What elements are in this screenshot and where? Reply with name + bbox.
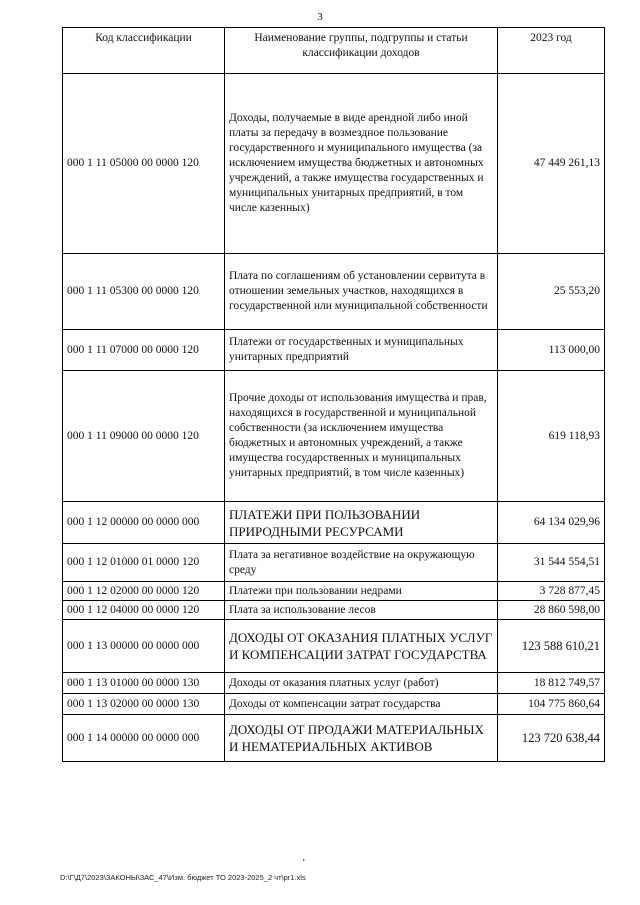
table-row <box>63 330 605 371</box>
row-amount: 18 812 749,57 <box>498 673 605 694</box>
row-code: 000 1 11 05000 00 0000 120 <box>63 74 225 254</box>
row-name: Плата по соглашениям об установлении сервитута в отношении земельных участков, находящихся в государственной или муниципальной собственности <box>225 254 498 330</box>
table-row <box>63 673 605 694</box>
row-code: 000 1 12 02000 00 0000 120 <box>63 582 225 601</box>
row-code: 000 1 12 00000 00 0000 000 <box>63 502 225 544</box>
table-row-section <box>63 502 605 544</box>
header-amount: 2023 год <box>498 28 605 74</box>
row-name: ДОХОДЫ ОТ ПРОДАЖИ МАТЕРИАЛЬНЫХ И НЕМАТЕРИАЛЬНЫХ АКТИВОВ <box>225 715 498 762</box>
row-code: 000 1 12 01000 01 0000 120 <box>63 544 225 582</box>
row-amount: 3 728 877,45 <box>498 582 605 601</box>
row-name: ДОХОДЫ ОТ ОКАЗАНИЯ ПЛАТНЫХ УСЛУГ И КОМПЕНСАЦИИ ЗАТРАТ ГОСУДАРСТВА <box>225 620 498 673</box>
row-code: 000 1 11 09000 00 0000 120 <box>63 371 225 502</box>
revenue-classification-table <box>62 27 605 762</box>
row-amount: 25 553,20 <box>498 254 605 330</box>
footer-file-path: D:\Г\Д7\2023\ЗАКОНЫ\ЗАС_47\Изм. бюджет ТО 2023-2025_2 чт\pr1.xls <box>60 873 306 882</box>
row-name: Доходы, получаемые в виде арендной либо иной платы за передачу в возмездное пользование государственного и муниципального имущества (за исключением имущества бюджетных и автономных учреждений, а также имущества государственных и муниципальных унитарных предприятий, в том числе казенных) <box>225 74 498 254</box>
row-amount: 64 134 029,96 <box>498 502 605 544</box>
row-amount: 123 588 610,21 <box>498 620 605 673</box>
row-code: 000 1 13 01000 00 0000 130 <box>63 673 225 694</box>
row-name: Плата за негативное воздействие на окружающую среду <box>225 544 498 582</box>
row-code: 000 1 14 00000 00 0000 000 <box>63 715 225 762</box>
row-amount: 47 449 261,13 <box>498 74 605 254</box>
row-amount: 113 000,00 <box>498 330 605 371</box>
row-name: Платежи от государственных и муниципальных унитарных предприятий <box>225 330 498 371</box>
table-row <box>63 371 605 502</box>
row-name: ПЛАТЕЖИ ПРИ ПОЛЬЗОВАНИИ ПРИРОДНЫМИ РЕСУРСАМИ <box>225 502 498 544</box>
row-code: 000 1 13 02000 00 0000 130 <box>63 694 225 715</box>
table-row <box>63 601 605 620</box>
header-name: Наименование группы, подгруппы и статьи классификации доходов <box>225 28 498 74</box>
row-name: Доходы от оказания платных услуг (работ) <box>225 673 498 694</box>
row-code: 000 1 11 07000 00 0000 120 <box>63 330 225 371</box>
footer-mark: ’ <box>302 858 306 869</box>
table-row-section <box>63 620 605 673</box>
row-name: Платежи при пользовании недрами <box>225 582 498 601</box>
table-row <box>63 544 605 582</box>
row-name: Плата за использование лесов <box>225 601 498 620</box>
header-code: Код классификации <box>63 28 225 74</box>
row-code: 000 1 12 04000 00 0000 120 <box>63 601 225 620</box>
table-row <box>63 694 605 715</box>
row-amount: 123 720 638,44 <box>498 715 605 762</box>
row-amount: 619 118,93 <box>498 371 605 502</box>
row-amount: 104 775 860,64 <box>498 694 605 715</box>
row-name: Прочие доходы от использования имущества и прав, находящихся в государственной и муниципальной собственности (за исключением имущества бюджетных и автономных учреждений, а также имущества государственных и муниципальных унитарных предприятий, в том числе казенных) <box>225 371 498 502</box>
page-number: 3 <box>317 11 323 23</box>
row-amount: 31 544 554,51 <box>498 544 605 582</box>
table-row <box>63 582 605 601</box>
table-row <box>63 74 605 254</box>
row-amount: 28 860 598,00 <box>498 601 605 620</box>
table-row-section <box>63 715 605 762</box>
table-header-row <box>63 28 605 74</box>
row-name: Доходы от компенсации затрат государства <box>225 694 498 715</box>
table-row <box>63 254 605 330</box>
row-code: 000 1 13 00000 00 0000 000 <box>63 620 225 673</box>
row-code: 000 1 11 05300 00 0000 120 <box>63 254 225 330</box>
